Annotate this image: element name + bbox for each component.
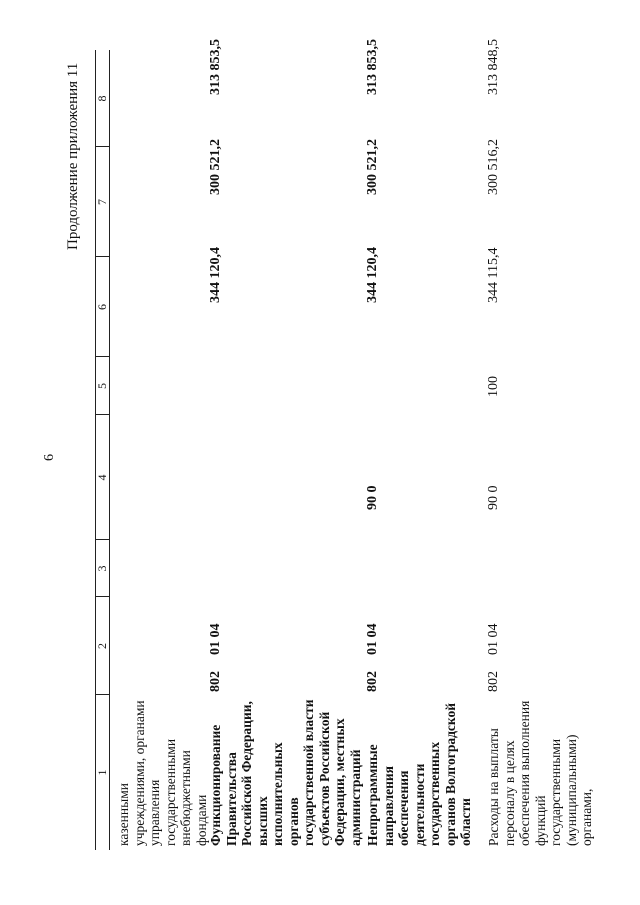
cell-value-6: 344 120,4 [208,247,223,303]
column-number: 2 [95,643,109,649]
column-number: 7 [95,199,109,205]
cell-target: 90 0 [486,485,501,510]
cell-value-7: 300 521,2 [208,139,223,195]
column-number: 1 [95,769,109,776]
cell-value-7: 300 516,2 [486,139,501,195]
cell-value-7: 300 521,2 [365,139,380,195]
cell-value-6: 344 120,4 [365,247,380,303]
cell-section: 01 04 [486,623,501,655]
table-header-rule [109,50,110,850]
column-number: 6 [95,304,109,310]
row-name: Функционирование Правительства Российской Федерации, высших исполнительных органов государственной власти субъектов Российской Федерации, местных администраций [208,699,363,846]
cell-value-6: 344 115,4 [486,247,501,303]
column-number: 3 [95,565,109,572]
cell-section: 01 04 [365,623,380,655]
appendix-label: Продолжение приложения 11 [65,62,81,250]
column-number: 4 [95,474,109,481]
cell-target: 90 0 [365,485,380,510]
column-number: 5 [95,383,109,389]
row-name: казенными учреждениями, органами управления государственными внебюджетными фондами [116,700,209,846]
cell-type: 100 [486,376,501,397]
cell-section: 01 04 [208,623,223,655]
cell-code: 802 [486,671,501,692]
cell-code: 802 [208,671,223,692]
budget-table [95,39,613,850]
cell-value-8: 313 848,5 [486,39,501,95]
row-name: Непрограммные направления обеспечения деятельности государственных органов Волгоградской области [365,702,473,846]
cell-value-8: 313 853,5 [365,39,380,95]
cell-code: 802 [365,671,380,692]
column-number: 8 [95,95,109,102]
cell-value-8: 313 853,5 [208,39,223,95]
row-name: Расходы на выплаты персоналу в целях обеспечения выполнения функций государственными (муниципальными) органами, [486,700,594,846]
page-number: 6 [42,454,57,461]
